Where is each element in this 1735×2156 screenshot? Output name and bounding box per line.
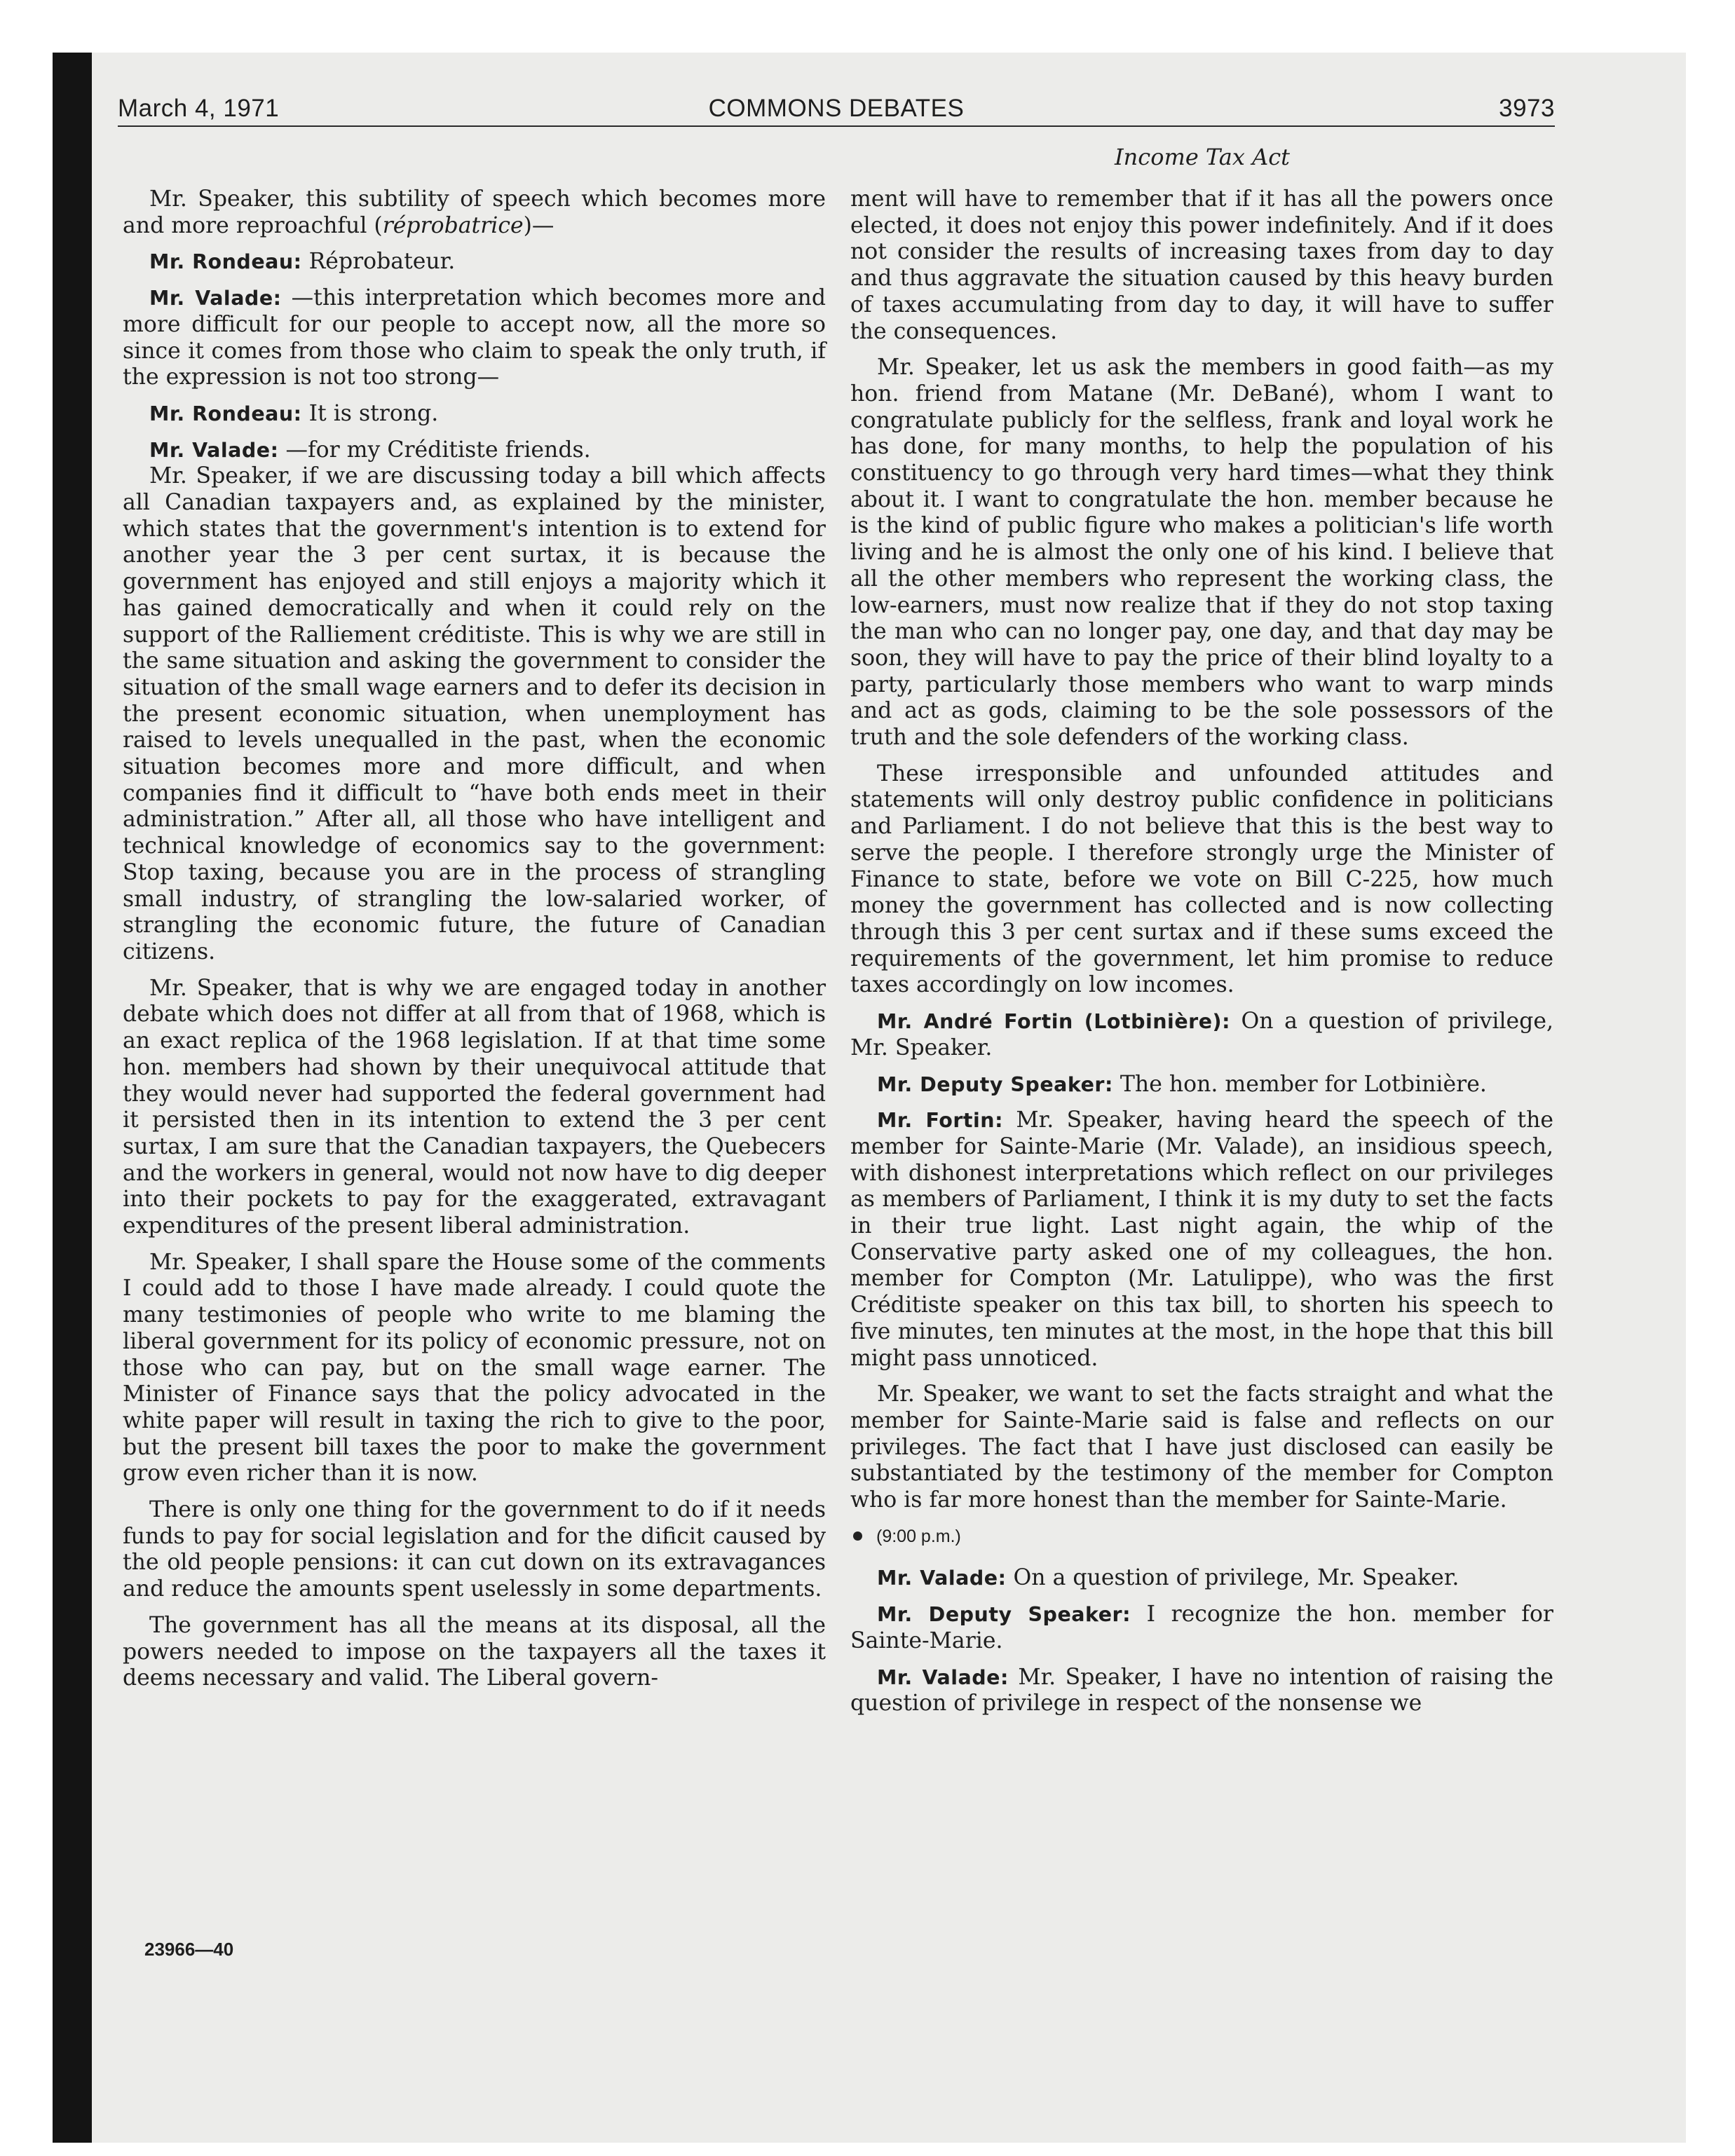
speech-paragraph [850, 1565, 1553, 1592]
speaker-name: Mr. Valade: [877, 1665, 1009, 1689]
speech-paragraph [850, 1107, 1553, 1372]
italic-term: réprobatrice [382, 212, 524, 238]
speech-text: Mr. Speaker, I have no intention of raising the question of privilege in respect of the nonsense we [850, 1664, 1554, 1717]
speech-paragraph [123, 401, 826, 428]
speech-paragraph [123, 249, 826, 275]
paragraph: Mr. Speaker, let us ask the members in good faith—as my hon. friend from Matane (Mr. DeBané), whom I want to congratulate publicly for the selfless, frank and loyal work he has done, for many months, to help the population of his constituency to go through very hard times—what they think about it. I want to congratulate the hon. member because he is the kind of public figure who makes a politician's life worth living and he is almost the only one of his kind. I believe that all the other members who represent the working class, the low-earners, must now realize that if they do not stop taxing the man who can no longer pay, one day, and that day may be soon, they will have to pay the price of their blind loyalty to a party, particularly those members who want to warp minds and act as gods, claiming to be the sole possessors of the truth and the sole defenders of the working class. [850, 355, 1553, 751]
speech-text: Réprobateur. [308, 249, 456, 275]
speaker-name: Mr. Rondeau: [149, 250, 302, 274]
speech-paragraph [850, 1665, 1553, 1717]
speaker-name: Mr. André Fortin (Lotbinière): [877, 1010, 1230, 1034]
speech-text: I recognize the hon. member for Sainte-Marie. [850, 1602, 1553, 1653]
paragraph: ment will have to remember that if it has all the powers once elected, it does not enjoy this power indefinitely. And if it does not consider the results of increasing taxes from day to day and thus aggravate the situation caused by this heavy burden of taxes accumulating from day to day, it will have to suffer the consequences. [850, 186, 1553, 344]
speaker-name: Mr. Deputy Speaker: [877, 1072, 1113, 1096]
paragraph: Mr. Speaker, that is why we are engaged today in another debate which does not differ at all from that of 1968, which is an exact replica of the 1968 legislation. If at that time some hon. members had shown by their unequivocal attitude that they would never had supported the federal government had it persisted then in its intention to extend the 3 per cent surtax, I am sure that the Canadian taxpayers, the Quebecers and the workers in general, would not now have to dig deeper into their pockets to pay for the exaggerated, extravagant expenditures of the present liberal administration. [123, 975, 826, 1239]
speech-text: Mr. Speaker, having heard the speech of the member for Sainte-Marie (Mr. Valade), an insidious speech, with dishonest interpretations which reflect on our privileges as members of Parliament, I think it is my duty to set the facts in their true light. Last night again, the whip of the Conservative party asked one of my colleagues, the hon. member for Compton (Mr. Latulippe), who was the first Créditiste speaker on this tax bill, to shorten his speech to five minutes, ten minutes at the most, in the hope that this bill might pass unnoticed. [850, 1107, 1553, 1371]
speech-paragraph [850, 1072, 1553, 1098]
running-head: Income Tax Act [1115, 144, 1290, 170]
speech-text: It is strong. [308, 400, 439, 426]
paragraph-text: )— [523, 212, 554, 238]
header-date: March 4, 1971 [118, 95, 280, 122]
speech-paragraph [123, 285, 826, 391]
paragraph: These irresponsible and unfounded attitudes and statements will only destroy public confidence in politicians and Parliament. I do not believe that this is the best way to serve the people. I therefore strongly urge the Minister of Finance to state, before we vote on Bill C-225, how much money the government has collected and is now collecting through this 3 per cent surtax and if these sums exceed the requirements of the government, let him promise to reduce taxes accordingly on low incomes. [850, 760, 1553, 998]
paragraph: Mr. Speaker, we want to set the facts straight and what the member for Sainte-Marie said is false and reflects on our privileges. The fact that I have just disclosed can easily be substantiated by the testimony of the member for Compton who is far more honest than the member for Sainte-Marie. [850, 1381, 1553, 1513]
speech-paragraph [850, 1009, 1553, 1061]
speaker-name: Mr. Fortin: [877, 1109, 1003, 1133]
paragraph: Mr. Speaker, if we are discussing today a bill which affects all Canadian taxpayers and, as explained by the minister, which states that the government's intention is to extend for another year the 3 per cent surtax, it is because the government has enjoyed and still enjoys a majority which it has gained democratically and when it could rely on the support of the Ralliement créditiste. This is why we are still in the same situation and asking the government to consider the situation of the small wage earners and to defer its decision in the present economic situation, when unemployment has raised to levels unequalled in the past, when the economic situation becomes more and more difficult, and when companies find it difficult to “have both ends meet in their administration.” After all, all those who have intelligent and technical knowledge of economics say to the government: Stop taxing, because you are in the process of strangling small industry, of strangling the low-salaried worker, of strangling the economic future, the future of Canadian citizens. [123, 463, 826, 964]
speaker-name: Mr. Rondeau: [149, 402, 302, 425]
header-title: COMMONS DEBATES [708, 95, 965, 122]
speech-text: —for my Créditiste friends. [285, 437, 591, 463]
speaker-name: Mr. Valade: [149, 287, 282, 311]
speech-text: On a question of privilege, Mr. Speaker. [1013, 1565, 1460, 1591]
scan-binding-edge [53, 53, 92, 2143]
paragraph [123, 186, 826, 239]
right-column [850, 186, 1553, 1727]
paragraph: The government has all the means at its disposal, all the powers needed to impose on the taxpayers all the taxes it deems necessary and valid. The Liberal govern- [123, 1612, 826, 1691]
speech-paragraph [123, 437, 826, 464]
paragraph: There is only one thing for the government to do if it needs funds to pay for social legislation and for the dificit caused by the old people pensions: it can cut down on its extravagances and reduce the amounts spent uselessly in some departments. [123, 1497, 826, 1602]
speech-paragraph [850, 1602, 1553, 1654]
paragraph-text: Mr. Speaker, this subtility of speech which becomes more and more reproachful ( [123, 186, 826, 238]
speaker-name: Mr. Deputy Speaker: [877, 1603, 1131, 1627]
speech-text: The hon. member for Lotbinière. [1120, 1071, 1487, 1097]
footer-print-code: 23966—40 [144, 1939, 234, 1960]
time-stamp [850, 1524, 1553, 1550]
paragraph: Mr. Speaker, I shall spare the House some of the comments I could add to those I have made already. I could quote the many testimonies of people who write to me blaming the liberal government for its policy of economic pressure, not on those who can pay, but on the small wage earner. The Minister of Finance says that the policy advocated in the white paper will result in taxing the rich to give to the poor, but the present bill taxes the poor to make the government grow even richer than it is now. [123, 1249, 826, 1487]
speech-text: On a question of privilege, Mr. Speaker. [850, 1009, 1553, 1060]
speaker-name: Mr. Valade: [149, 438, 279, 462]
header-page-number: 3973 [1499, 95, 1555, 122]
bullet-icon [853, 1531, 862, 1541]
speaker-name: Mr. Valade: [877, 1567, 1007, 1590]
page-header [118, 89, 1555, 127]
speech-text: —this interpretation which becomes more and more difficult for our people to accept now, all the more so since it comes from those who claim to speak the only truth, if the expression is not too strong— [123, 285, 826, 390]
left-column [123, 186, 826, 1702]
time-text: (9:00 p.m.) [876, 1526, 961, 1546]
